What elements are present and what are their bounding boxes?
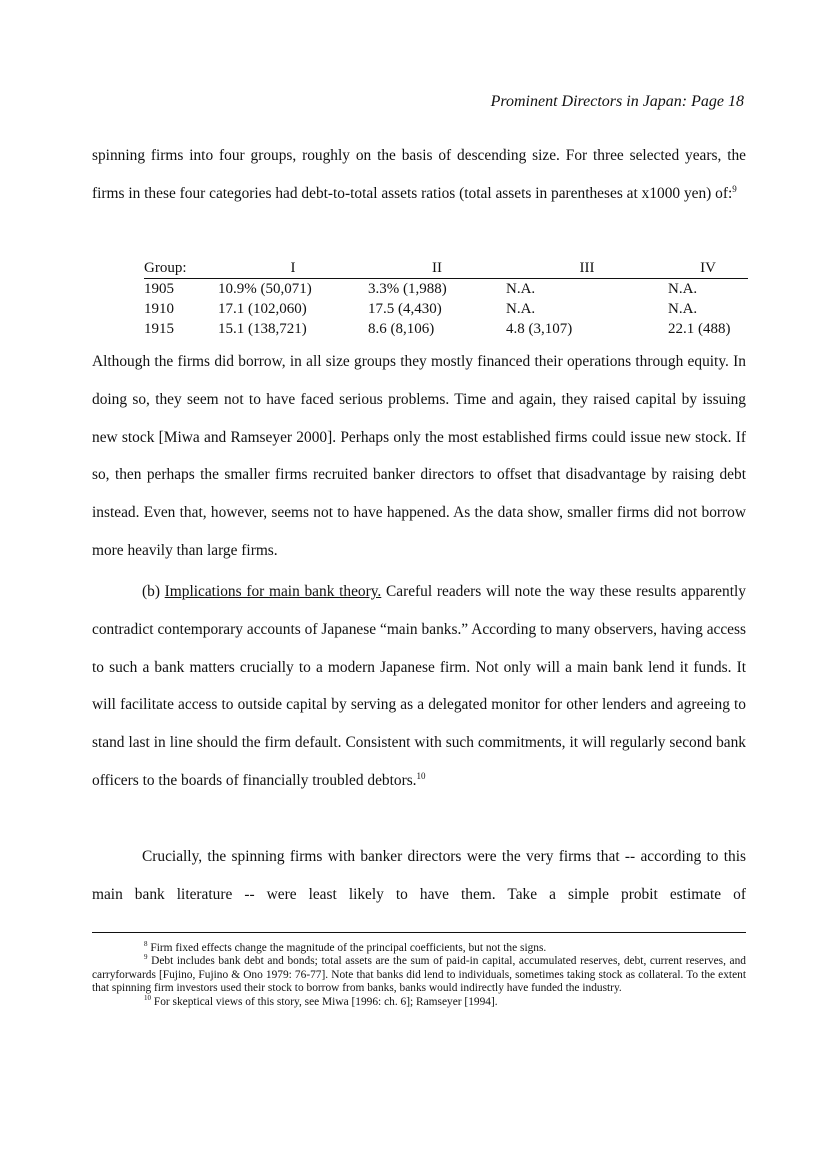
section-heading: Implications for main bank theory. (164, 583, 382, 600)
paragraph-main-bank (92, 573, 746, 800)
paragraph-crucially: Crucially, the spinning firms with banker directors were the very firms that -- according to this main bank literature -- were least likely to have them. Take a simple probit estimate of (92, 848, 746, 903)
table-cell: N.A. (668, 281, 698, 297)
table-cell: 1905 (144, 281, 174, 297)
footnote-9 (92, 955, 746, 995)
table-cell: 4.8 (3,107) (506, 321, 573, 337)
footnote-ref-9: 9 (732, 183, 737, 194)
table-row (144, 279, 748, 300)
footnote-number: 9 (144, 953, 148, 962)
table-cell: 17.5 (4,430) (368, 301, 442, 317)
table-header-iii: III (506, 258, 668, 279)
footnote-number: 10 (144, 993, 151, 1002)
footnote-divider (92, 932, 746, 933)
paragraph-equity: Although the firms did borrow, in all size groups they mostly financed their operations through equity. In doing so, they seem not to have faced serious problems. Time and again, they raised capital by issuing new stock [Miwa and Ramseyer 2000]. Perhaps only the most established firms could issue new stock. If so, then perhaps the smaller firms recruited banker directors to offset that disadvantage by raising debt instead. Even that, however, seems not to have happened. As the data show, smaller firms did not borrow more heavily than large firms. (92, 353, 746, 559)
table-cell: 8.6 (8,106) (368, 321, 435, 337)
table-cell: 15.1 (138,721) (218, 321, 307, 337)
table-cell: N.A. (506, 301, 536, 317)
table-cell: N.A. (506, 281, 536, 297)
running-header: Prominent Directors in Japan: Page 18 (490, 93, 744, 110)
table-header-iv: IV (668, 258, 748, 279)
paragraph-main-bank-text: Careful readers will note the way these results apparently contradict contemporary accounts of Japanese “main banks.” According to many observers, having access to such a bank matters crucially to a modern Japanese firm. Not only will a main bank lend it funds. It will facilitate access to outside capital by serving as a delegated monitor for other lenders and agreeing to stand last in line should the firm default. Consistent with such commitments, it will regularly second bank officers to the boards of financially troubled debtors. (92, 583, 746, 789)
table-header-group: Group: (144, 258, 218, 279)
footnote-ref-10: 10 (416, 770, 426, 781)
table-cell: 3.3% (1,988) (368, 281, 447, 297)
table-cell: 10.9% (50,071) (218, 281, 312, 297)
table-cell: 1910 (144, 301, 174, 317)
table-row (144, 299, 748, 319)
table-cell: 1915 (144, 321, 174, 337)
section-label: (b) (142, 583, 160, 600)
table-header-row (144, 258, 748, 279)
table-row (144, 319, 748, 339)
debt-ratio-table (144, 258, 748, 339)
footnote-10 (92, 993, 746, 1009)
footnote-text: Debt includes bank debt and bonds; total assets are the sum of paid-in capital, accumulated reserves, debt, current reserves, and carryforwards [Fujino, Fujino & Ono 1979: 76-77]. Note that banks did lend to individuals, sometimes taking stock as collateral. To the extent that spinning firm investors used their stock to borrow from banks, banks would indirectly have funded the industry. (92, 955, 746, 995)
footnotes (92, 942, 746, 1009)
footnote-text: For skeptical views of this story, see Miwa [1996: ch. 6]; Ramseyer [1994]. (153, 995, 498, 1008)
table-header-i: I (218, 258, 368, 279)
table-cell: 22.1 (488) (668, 321, 731, 337)
table-cell: N.A. (668, 301, 698, 317)
paragraph-intro-text: spinning firms into four groups, roughly on the basis of descending size. For three selected years, the firms in these four categories had debt-to-total assets ratios (total assets in parentheses at x1000 yen) of: (92, 147, 746, 202)
footnote-text: Firm fixed effects change the magnitude of the principal coefficients, but not the signs. (150, 942, 547, 954)
paragraph-intro (92, 137, 746, 213)
footnote-number: 8 (144, 940, 148, 949)
table-cell: 17.1 (102,060) (218, 301, 307, 317)
footnote-8 (92, 942, 746, 955)
table-header-ii: II (368, 258, 506, 279)
